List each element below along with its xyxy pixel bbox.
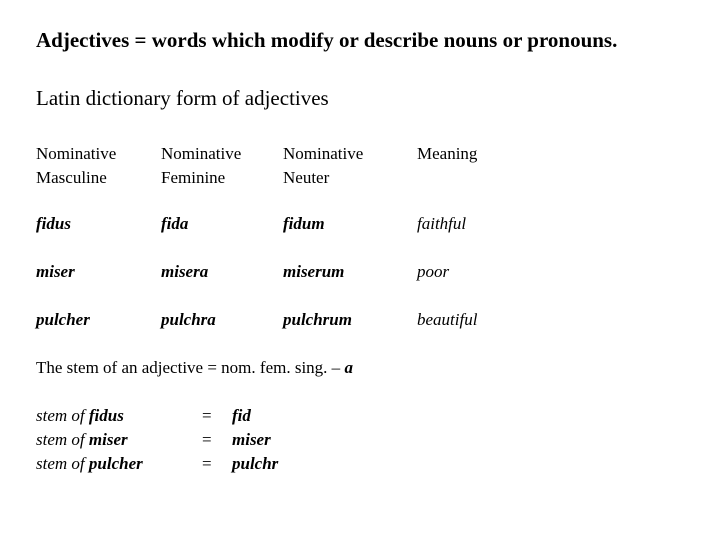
table-cell-neuter: pulchrum — [283, 310, 352, 329]
stem-rule-text: The stem of an adjective = nom. fem. sing. – — [36, 358, 345, 377]
table-cell-masculine: miser — [36, 262, 75, 281]
stem-word: miser — [88, 430, 128, 449]
stem-result: fid — [232, 406, 251, 425]
stem-prefix: stem of — [36, 406, 89, 425]
slide-title: Adjectives = words which modify or describe nouns or pronouns. — [36, 28, 618, 52]
equals-sign: = — [202, 430, 212, 449]
header-line: Nominative — [283, 144, 364, 163]
table-cell-masculine: pulcher — [36, 310, 90, 329]
header-line: Masculine — [36, 168, 107, 187]
equals-sign: = — [202, 406, 212, 425]
table-cell-masculine: fidus — [36, 214, 71, 233]
stem-prefix: stem of — [36, 454, 89, 473]
header-line: Nominative — [36, 144, 117, 163]
header-nom-feminine — [161, 142, 241, 190]
table-cell-meaning: poor — [417, 262, 450, 281]
stem-word: pulcher — [88, 454, 143, 473]
header-line: Neuter — [283, 168, 330, 187]
table-cell-neuter: miserum — [283, 262, 345, 281]
header-nom-masculine — [36, 142, 116, 190]
header-line: Meaning — [417, 144, 478, 163]
table-cell-feminine: misera — [161, 262, 209, 281]
stem-result: pulchr — [232, 454, 279, 473]
table-cell-meaning: beautiful — [417, 310, 478, 329]
table-cell-neuter: fidum — [283, 214, 325, 233]
header-line: Nominative — [161, 144, 242, 163]
header-meaning — [417, 142, 477, 166]
slide-subtitle: Latin dictionary form of adjectives — [36, 86, 329, 110]
table-cell-feminine: pulchra — [161, 310, 216, 329]
stem-label — [36, 452, 143, 476]
header-nom-neuter — [283, 142, 363, 190]
stem-word: fidus — [88, 406, 124, 425]
header-line: Feminine — [161, 168, 226, 187]
stem-rule-ending: a — [344, 358, 353, 377]
table-cell-feminine: fida — [161, 214, 189, 233]
stem-label — [36, 404, 124, 428]
stem-result: miser — [232, 430, 271, 449]
table-cell-meaning: faithful — [417, 214, 467, 233]
stem-rule — [36, 356, 353, 380]
stem-label — [36, 428, 128, 452]
stem-prefix: stem of — [36, 430, 89, 449]
equals-sign: = — [202, 454, 212, 473]
